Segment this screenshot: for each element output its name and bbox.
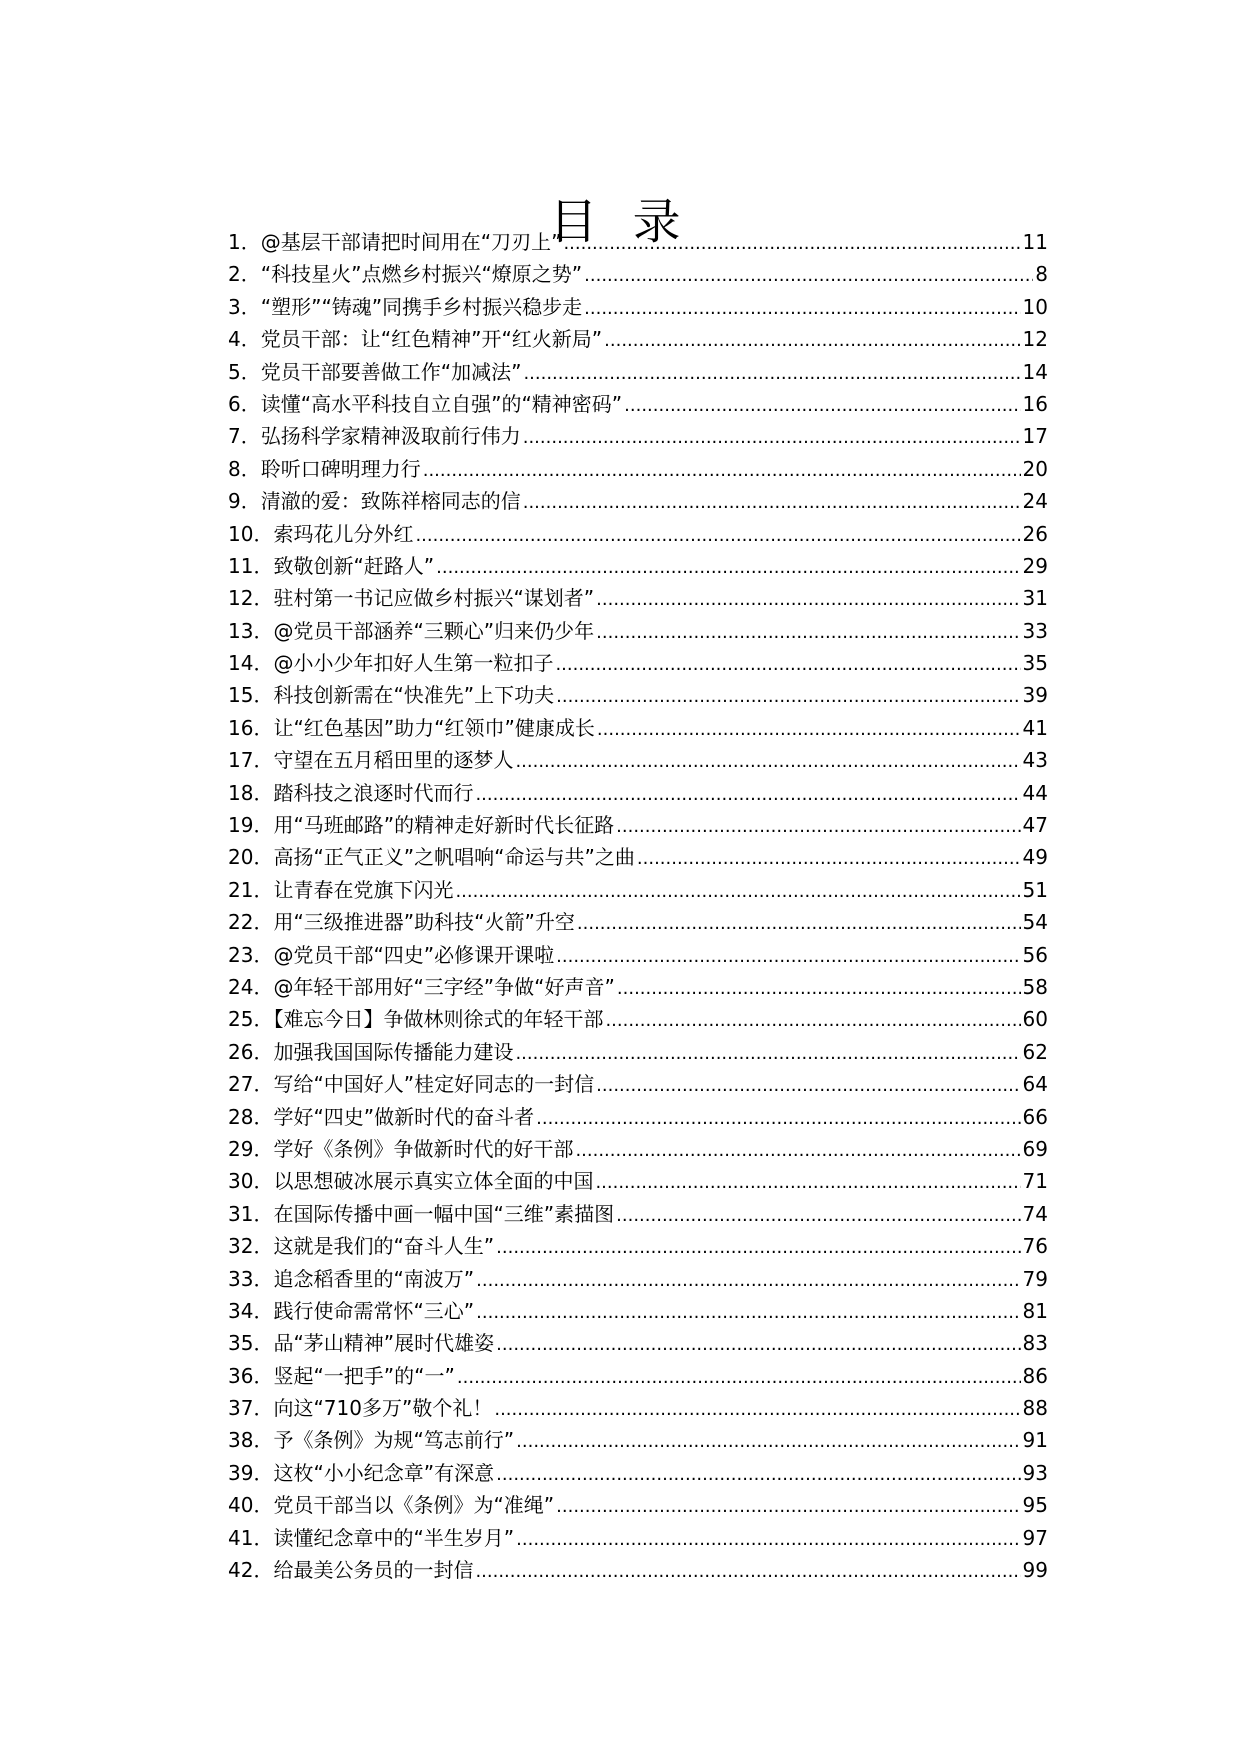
toc-dot-leader [516,1529,1020,1550]
toc-dot-leader [475,784,1020,805]
toc-entry[interactable] [228,939,1048,971]
toc-dot-leader [476,1302,1020,1323]
page-title: 目 录 [549,194,691,251]
toc-dot-leader [556,686,1020,707]
toc-entry[interactable] [228,485,1048,517]
toc-entry-page-number: 24 [1022,489,1048,514]
toc-entry[interactable] [228,1522,1048,1554]
toc-entry[interactable] [228,388,1048,420]
toc-dot-leader [523,492,1021,513]
toc-entry-page-number: 66 [1022,1104,1048,1129]
toc-entry-page-number: 74 [1022,1201,1048,1226]
toc-entry-title: 38．予《条例》为规“笃志前行” [228,1428,515,1453]
toc-entry-page-number: 12 [1022,327,1048,352]
toc-dot-leader [423,460,1021,481]
toc-entry-title: 25．【难忘今日】争做林则徐式的年轻干部 [228,1007,604,1032]
toc-entry-page-number: 81 [1022,1298,1048,1323]
toc-entry-title: 3．“塑形”“铸魂”同携手乡村振兴稳步走 [228,294,583,319]
toc-dot-leader [496,1464,1020,1485]
toc-entry[interactable] [228,226,1048,258]
toc-entry-title: 18．踏科技之浪逐时代而行 [228,780,474,805]
toc-entry-page-number: 11 [1022,230,1048,254]
toc-entry-title: 19．用“马班邮路”的精神走好新时代长征路 [228,813,615,838]
toc-dot-leader [556,1496,1020,1517]
toc-entry[interactable] [228,1198,1048,1230]
toc-entry-page-number: 88 [1022,1396,1048,1421]
toc-entry[interactable] [228,582,1048,614]
toc-entry-page-number: 51 [1022,877,1048,902]
toc-entry-page-number: 54 [1022,910,1048,935]
toc-dot-leader [523,363,1020,384]
toc-entry[interactable] [228,1392,1048,1424]
toc-entry-title: 22．用“三级推进器”助科技“火箭”升空 [228,910,575,935]
toc-entry-title: 16．让“红色基因”助力“红领巾”健康成长 [228,715,595,740]
toc-entry-page-number: 71 [1022,1169,1048,1194]
toc-entry[interactable] [228,971,1048,1003]
toc-entry-page-number: 35 [1022,651,1048,676]
toc-entry[interactable] [228,1230,1048,1262]
toc-entry[interactable] [228,258,1048,290]
toc-entry[interactable] [228,518,1048,550]
toc-entry-page-number: 91 [1022,1428,1048,1453]
toc-entry-page-number: 93 [1022,1460,1048,1485]
toc-dot-leader [605,1010,1020,1031]
toc-dot-leader [476,1270,1020,1291]
toc-dot-leader [515,751,1020,772]
toc-entry-title: 8．聆听口碑明理力行 [228,456,421,481]
toc-entry-title: 27．写给“中国好人”桂定好同志的一封信 [228,1072,595,1097]
toc-dot-leader [457,1367,1021,1388]
toc-entry-title: 29．学好《条例》争做新时代的好干部 [228,1136,574,1161]
toc-dot-leader [523,427,1021,448]
toc-entry[interactable] [228,323,1048,355]
toc-entry-page-number: 33 [1022,618,1048,643]
toc-entry[interactable] [228,906,1048,938]
toc-entry-title: 24．@年轻干部用好“三字经”争做“好声音” [228,974,615,999]
toc-entry[interactable] [228,712,1048,744]
toc-entry-title: 33．追念稻香里的“南波万” [228,1266,475,1291]
toc-entry-page-number: 16 [1022,391,1048,416]
toc-entry-title: 21．让青春在党旗下闪光 [228,877,454,902]
toc-entry-title: 31．在国际传播中画一幅中国“三维”素描图 [228,1201,615,1226]
toc-dot-leader [616,1205,1020,1226]
toc-entry-title: 1．@基层干部请把时间用在“刀刃上” [228,230,562,254]
toc-dot-leader [595,1172,1020,1193]
toc-entry-page-number: 10 [1022,294,1048,319]
toc-entry-page-number: 97 [1022,1525,1048,1550]
toc-dot-leader [455,881,1020,902]
toc-entry[interactable] [228,356,1048,388]
toc-entry[interactable] [228,841,1048,873]
toc-dot-leader [516,1431,1020,1452]
toc-entry-title: 42．给最美公务员的一封信 [228,1558,474,1583]
toc-dot-leader [515,1043,1020,1064]
toc-dot-leader [596,589,1020,610]
toc-entry-page-number: 47 [1022,813,1048,838]
toc-entry-title: 12．驻村第一书记应做乡村振兴“谋划者” [228,586,595,611]
toc-entry-page-number: 64 [1022,1072,1048,1097]
toc-entry-page-number: 39 [1022,683,1048,708]
toc-entry-page-number: 58 [1022,974,1048,999]
toc-entry[interactable] [228,1327,1048,1359]
toc-dot-leader [496,1334,1020,1355]
toc-dot-leader [575,1140,1020,1161]
toc-entry-title: 6．读懂“高水平科技自立自强”的“精神密码” [228,391,623,416]
toc-entry-page-number: 60 [1022,1007,1048,1032]
toc-dot-leader [563,233,1020,254]
toc-entry-title: 30．以思想破冰展示真实立体全面的中国 [228,1169,594,1194]
toc-entry-title: 20．高扬“正气正义”之帆唱响“命运与共”之曲 [228,845,635,870]
toc-entry-title: 4．党员干部：让“红色精神”开“红火新局” [228,327,603,352]
toc-entry-title: 11．致敬创新“赶路人” [228,553,435,578]
toc-entry-title: 32．这就是我们的“奋斗人生” [228,1234,495,1259]
toc-entry[interactable] [228,550,1048,582]
toc-dot-leader [577,913,1021,934]
toc-dot-leader [536,1108,1020,1129]
toc-entry-title: 7．弘扬科学家精神汲取前行伟力 [228,424,521,449]
toc-entry[interactable] [228,647,1048,679]
toc-entry-title: 23．@党员干部“四史”必修课开课啦 [228,942,555,967]
toc-entry-page-number: 43 [1022,748,1048,773]
toc-entry-page-number: 26 [1022,521,1048,546]
toc-entry[interactable] [228,1263,1048,1295]
toc-entry[interactable] [228,1360,1048,1392]
toc-entry-page-number: 31 [1022,586,1048,611]
toc-entry-page-number: 41 [1022,715,1048,740]
toc-entry[interactable] [228,1457,1048,1489]
toc-dot-leader [475,1561,1020,1582]
toc-dot-leader [584,265,1033,286]
toc-entry[interactable] [228,679,1048,711]
toc-entry-page-number: 56 [1022,942,1048,967]
toc-entry-title: 2．“科技星火”点燃乡村振兴“燎原之势” [228,262,583,287]
toc-entry-title: 36．竖起“一把手”的“一” [228,1363,455,1388]
toc-entry-page-number: 17 [1022,424,1048,449]
toc-entry-title: 15．科技创新需在“快准先”上下功夫 [228,683,555,708]
toc-dot-leader [604,330,1020,351]
toc-entry-title: 17．守望在五月稻田里的逐梦人 [228,748,514,773]
toc-entry-title: 14．@小小少年扣好人生第一粒扣子 [228,651,554,676]
toc-dot-leader [494,1399,1020,1420]
toc-entry[interactable] [228,453,1048,485]
toc-entry-page-number: 69 [1022,1136,1048,1161]
toc-dot-leader [616,816,1020,837]
toc-entry-page-number: 83 [1022,1331,1048,1356]
toc-entry-title: 10．索玛花儿分外红 [228,521,414,546]
toc-entry[interactable] [228,1003,1048,1035]
toc-entry-page-number: 86 [1022,1363,1048,1388]
toc-entry-title: 9．清澈的爱：致陈祥榕同志的信 [228,489,521,514]
toc-entry-page-number: 20 [1022,456,1048,481]
toc-entry[interactable] [228,1165,1048,1197]
toc-dot-leader [555,654,1020,675]
toc-dot-leader [584,298,1020,319]
toc-dot-leader [436,557,1020,578]
table-of-contents [228,226,1048,1586]
toc-dot-leader [496,1237,1020,1258]
toc-entry-title: 40．党员干部当以《条例》为“准绳” [228,1493,555,1518]
toc-entry[interactable] [228,420,1048,452]
toc-entry-title: 13．@党员干部涵养“三颗心”归来仍少年 [228,618,595,643]
toc-entry-page-number: 44 [1022,780,1048,805]
toc-entry-page-number: 14 [1022,359,1048,384]
toc-entry[interactable] [228,1489,1048,1521]
toc-entry[interactable] [228,291,1048,323]
toc-entry[interactable] [228,1554,1048,1586]
toc-entry-title: 28．学好“四史”做新时代的奋斗者 [228,1104,535,1129]
toc-entry[interactable] [228,1295,1048,1327]
toc-entry-title: 35．品“茅山精神”展时代雄姿 [228,1331,495,1356]
toc-entry[interactable] [228,615,1048,647]
toc-entry-title: 41．读懂纪念章中的“半生岁月” [228,1525,515,1550]
toc-entry[interactable] [228,1101,1048,1133]
toc-entry[interactable] [228,744,1048,776]
toc-dot-leader [596,1075,1020,1096]
toc-entry-title: 5．党员干部要善做工作“加减法” [228,359,522,384]
toc-entry[interactable] [228,777,1048,809]
toc-dot-leader [597,719,1021,740]
toc-entry[interactable] [228,1068,1048,1100]
toc-entry-title: 34．践行使命需常怀“三心” [228,1298,475,1323]
toc-entry[interactable] [228,1133,1048,1165]
toc-entry-page-number: 62 [1022,1039,1048,1064]
toc-dot-leader [624,395,1020,416]
toc-dot-leader [596,622,1020,643]
toc-entry-title: 26．加强我国国际传播能力建设 [228,1039,514,1064]
toc-entry-page-number: 49 [1022,845,1048,870]
toc-entry-title: 39．这枚“小小纪念章”有深意 [228,1460,495,1485]
toc-entry-page-number: 99 [1022,1558,1048,1583]
toc-entry-page-number: 8 [1035,262,1048,287]
toc-dot-leader [637,848,1021,869]
toc-dot-leader [415,525,1020,546]
toc-entry[interactable] [228,809,1048,841]
toc-dot-leader [556,946,1020,967]
toc-entry-page-number: 76 [1022,1234,1048,1259]
toc-entry-page-number: 29 [1022,553,1048,578]
toc-dot-leader [617,978,1021,999]
toc-entry[interactable] [228,874,1048,906]
toc-entry[interactable] [228,1424,1048,1456]
toc-entry-page-number: 79 [1022,1266,1048,1291]
toc-entry-title: 37．向这“710多万”敬个礼！ [228,1396,493,1421]
toc-entry[interactable] [228,1036,1048,1068]
toc-entry-page-number: 95 [1022,1493,1048,1518]
